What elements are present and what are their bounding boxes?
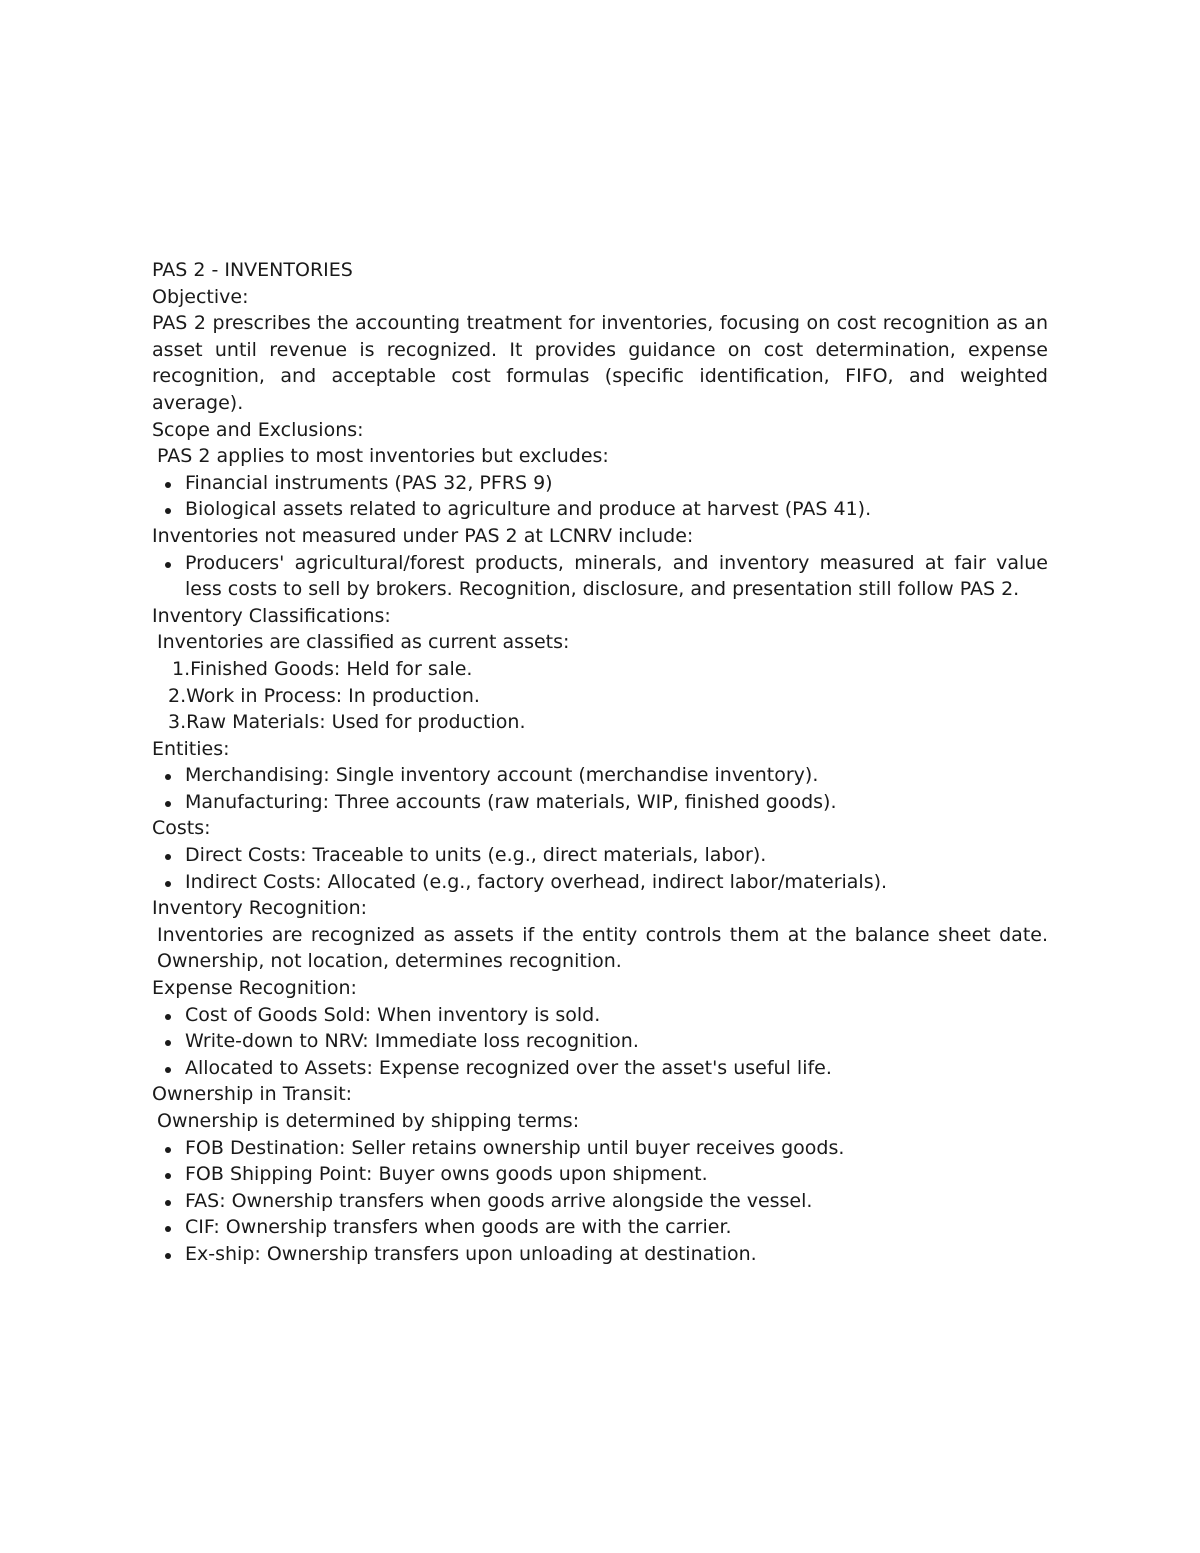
not-measured-heading: Inventories not measured under PAS 2 at LCNRV include: [152,524,694,547]
not-measured-list [152,550,1048,603]
list-item: Biological assets related to agriculture and produce at harvest (PAS 41). [152,496,1048,523]
transit-intro: Ownership is determined by shipping terms: [157,1110,580,1132]
scope-intro: PAS 2 applies to most inventories but excludes: [157,445,609,468]
classifications-heading: Inventory Classifications: [152,604,391,627]
entities-list [152,762,1048,815]
entities-heading: Entities: [152,737,230,760]
scope-exclusions-list [152,470,1048,523]
list-item: 1.Finished Goods: Held for sale. [172,657,473,680]
list-item: Cost of Goods Sold: When inventory is sold. [152,1002,1048,1029]
list-item: FOB Shipping Point: Buyer owns goods upon shipment. [152,1161,1048,1188]
expense-heading: Expense Recognition: [152,977,357,1000]
expense-list [152,1002,1048,1082]
list-item: Merchandising: Single inventory account (merchandise inventory). [152,762,1048,789]
recognition-text: Inventories are recognized as assets if the entity controls them at the balance sheet date. Ownership, not location, determines recognition. [157,923,1048,973]
list-item: Manufacturing: Three accounts (raw materials, WIP, finished goods). [152,789,1048,816]
list-item: FAS: Ownership transfers when goods arrive alongside the vessel. [152,1188,1048,1215]
list-item: Producers' agricultural/forest products, minerals, and inventory measured at fair value less costs to sell by brokers. Recognition, disclosure, and presentation still follow PAS 2. [152,550,1048,603]
list-item: Allocated to Assets: Expense recognized over the asset's useful life. [152,1055,1048,1082]
costs-list [152,842,1048,895]
recognition-heading: Inventory Recognition: [152,897,368,920]
list-item: Financial instruments (PAS 32, PFRS 9) [152,470,1048,497]
list-item: Indirect Costs: Allocated (e.g., factory overhead, indirect labor/materials). [152,869,1048,896]
list-item: CIF: Ownership transfers when goods are with the carrier. [152,1214,1048,1241]
objective-heading: Objective: [152,285,249,308]
transit-list [152,1135,1048,1268]
scope-heading: Scope and Exclusions: [152,418,364,441]
list-item: FOB Destination: Seller retains ownership until buyer receives goods. [152,1135,1048,1162]
classifications-list [152,656,1048,736]
list-item: 2.Work in Process: In production. [168,684,480,707]
objective-text: PAS 2 prescribes the accounting treatment for inventories, focusing on cost recognition as an asset until revenue is recognized. It provides guidance on cost determination, expense recognition, and acceptable cost formulas (specific identification, FIFO, and weighted average). [152,312,1048,414]
list-item: Ex-ship: Ownership transfers upon unloading at destination. [152,1241,1048,1268]
costs-heading: Costs: [152,817,211,840]
list-item: 3.Raw Materials: Used for production. [168,711,526,734]
transit-heading: Ownership in Transit: [152,1083,353,1106]
list-item: Write-down to NRV: Immediate loss recognition. [152,1028,1048,1055]
classifications-intro: Inventories are classified as current assets: [157,631,570,654]
document-title: PAS 2 - INVENTORIES [152,259,353,281]
document-body [152,257,1048,1268]
list-item: Direct Costs: Traceable to units (e.g., direct materials, labor). [152,842,1048,869]
